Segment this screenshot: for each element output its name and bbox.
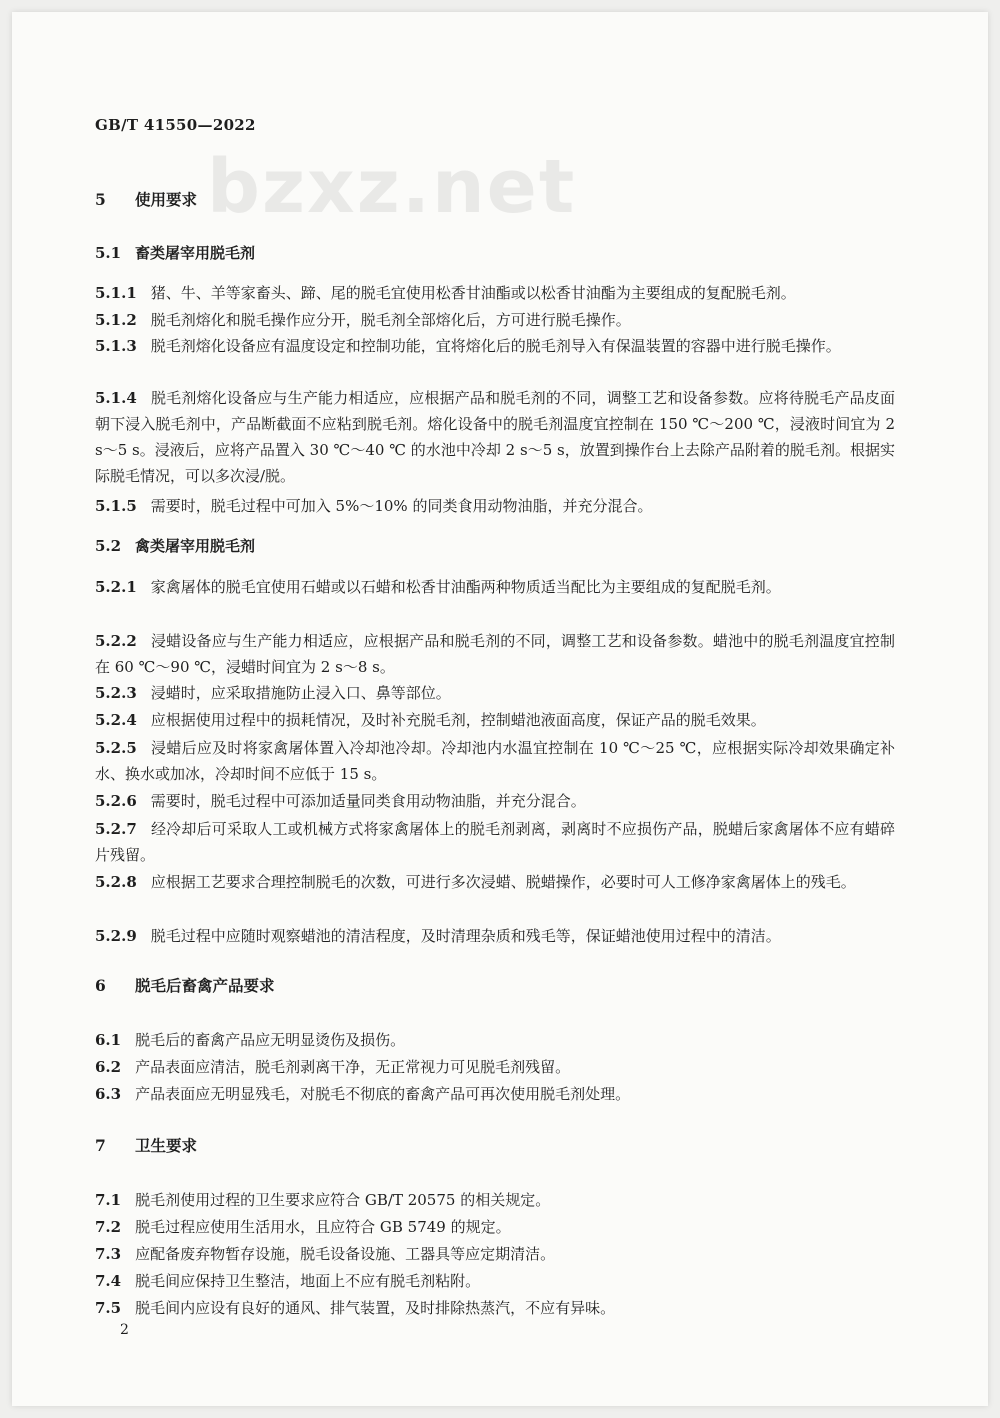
clause-5-1-5: 5.1.5 需要时，脱毛过程中可加入 5%～10% 的同类食用动物油脂，并充分混合。 bbox=[95, 497, 653, 515]
section-5-2-heading: 5.2 禽类屠宰用脱毛剂 bbox=[95, 537, 256, 555]
clause-7-4: 7.4 脱毛间应保持卫生整洁，地面上不应有脱毛剂粘附。 bbox=[95, 1272, 481, 1290]
section-5-heading: 5 使用要求 bbox=[95, 190, 198, 209]
clause-7-2: 7.2 脱毛过程应使用生活用水，且应符合 GB 5749 的规定。 bbox=[95, 1218, 511, 1236]
clause-7-3: 7.3 应配备废弃物暂存设施，脱毛设备设施、工器具等应定期清洁。 bbox=[95, 1245, 556, 1263]
clause-6-2: 6.2 产品表面应清洁，脱毛剂剥离干净，无正常视力可见脱毛剂残留。 bbox=[95, 1058, 571, 1076]
standard-code-header: GB/T 41550—2022 bbox=[95, 116, 256, 134]
document-page bbox=[12, 12, 988, 1406]
clause-5-2-9: 5.2.9 脱毛过程中应随时观察蜡池的清洁程度，及时清理杂质和残毛等，保证蜡池使用过程中的清洁。 bbox=[95, 927, 781, 945]
clause-5-2-8: 5.2.8 应根据工艺要求合理控制脱毛的次数，可进行多次浸蜡、脱蜡操作，必要时可人工修净家禽屠体上的残毛。 bbox=[95, 873, 856, 891]
clause-7-5: 7.5 脱毛间内应设有良好的通风、排气装置，及时排除热蒸汽，不应有异味。 bbox=[95, 1299, 616, 1317]
clause-5-2-3: 5.2.3 浸蜡时，应采取措施防止浸入口、鼻等部位。 bbox=[95, 684, 451, 702]
clause-5-2-4: 5.2.4 应根据使用过程中的损耗情况，及时补充脱毛剂，控制蜡池液面高度，保证产品的脱毛效果。 bbox=[95, 711, 766, 729]
clause-5-1-4: 5.1.4 脱毛剂熔化设备应与生产能力相适应，应根据产品和脱毛剂的不同，调整工艺和设备参数。应将待脱毛产品皮面朝下浸入脱毛剂中，产品断截面不应粘到脱毛剂。熔化设备中的脱毛剂温度宜控制在 150 ℃～200 ℃，浸液时间宜为 2 s～5 s。浸液后，应将产品置入 30 ℃～40 ℃ 的水池中冷却 2 s～5 s，放置到操作台上去除产品附着的脱毛剂。根据实际脱毛情况，可以多次浸/脱。 bbox=[95, 389, 895, 485]
clause-5-2-7: 5.2.7 经冷却后可采取人工或机械方式将家禽屠体上的脱毛剂剥离，剥离时不应损伤产品，脱蜡后家禽屠体不应有蜡碎片残留。 bbox=[95, 820, 895, 864]
section-6-heading: 6 脱毛后畜禽产品要求 bbox=[95, 976, 275, 995]
clause-5-2-2: 5.2.2 浸蜡设备应与生产能力相适应，应根据产品和脱毛剂的不同，调整工艺和设备参数。蜡池中的脱毛剂温度宜控制在 60 ℃～90 ℃，浸蜡时间宜为 2 s～8 s。 bbox=[95, 632, 895, 676]
clause-5-2-1: 5.2.1 家禽屠体的脱毛宜使用石蜡或以石蜡和松香甘油酯两种物质适当配比为主要组成的复配脱毛剂。 bbox=[95, 578, 781, 596]
section-5-1-heading: 5.1 畜类屠宰用脱毛剂 bbox=[95, 244, 256, 262]
watermark: bzxz.net bbox=[207, 144, 577, 230]
clause-6-1: 6.1 脱毛后的畜禽产品应无明显烫伤及损伤。 bbox=[95, 1031, 406, 1049]
page-number: 2 bbox=[120, 1322, 129, 1338]
clause-5-1-2: 5.1.2 脱毛剂熔化和脱毛操作应分开，脱毛剂全部熔化后，方可进行脱毛操作。 bbox=[95, 311, 631, 329]
clause-5-2-5: 5.2.5 浸蜡后应及时将家禽屠体置入冷却池冷却。冷却池内水温宜控制在 10 ℃～25 ℃，应根据实际冷却效果确定补水、换水或加冰，冷却时间不应低于 15 s。 bbox=[95, 739, 895, 783]
clause-5-2-6: 5.2.6 需要时，脱毛过程中可添加适量同类食用动物油脂，并充分混合。 bbox=[95, 792, 586, 810]
clause-5-1-1: 5.1.1 猪、牛、羊等家畜头、蹄、尾的脱毛宜使用松香甘油酯或以松香甘油酯为主要组成的复配脱毛剂。 bbox=[95, 284, 796, 302]
clause-6-3: 6.3 产品表面应无明显残毛，对脱毛不彻底的畜禽产品可再次使用脱毛剂处理。 bbox=[95, 1085, 631, 1103]
clause-7-1: 7.1 脱毛剂使用过程的卫生要求应符合 GB/T 20575 的相关规定。 bbox=[95, 1191, 551, 1209]
clause-5-1-3: 5.1.3 脱毛剂熔化设备应有温度设定和控制功能，宜将熔化后的脱毛剂导入有保温装置的容器中进行脱毛操作。 bbox=[95, 337, 841, 355]
section-7-heading: 7 卫生要求 bbox=[95, 1136, 198, 1155]
